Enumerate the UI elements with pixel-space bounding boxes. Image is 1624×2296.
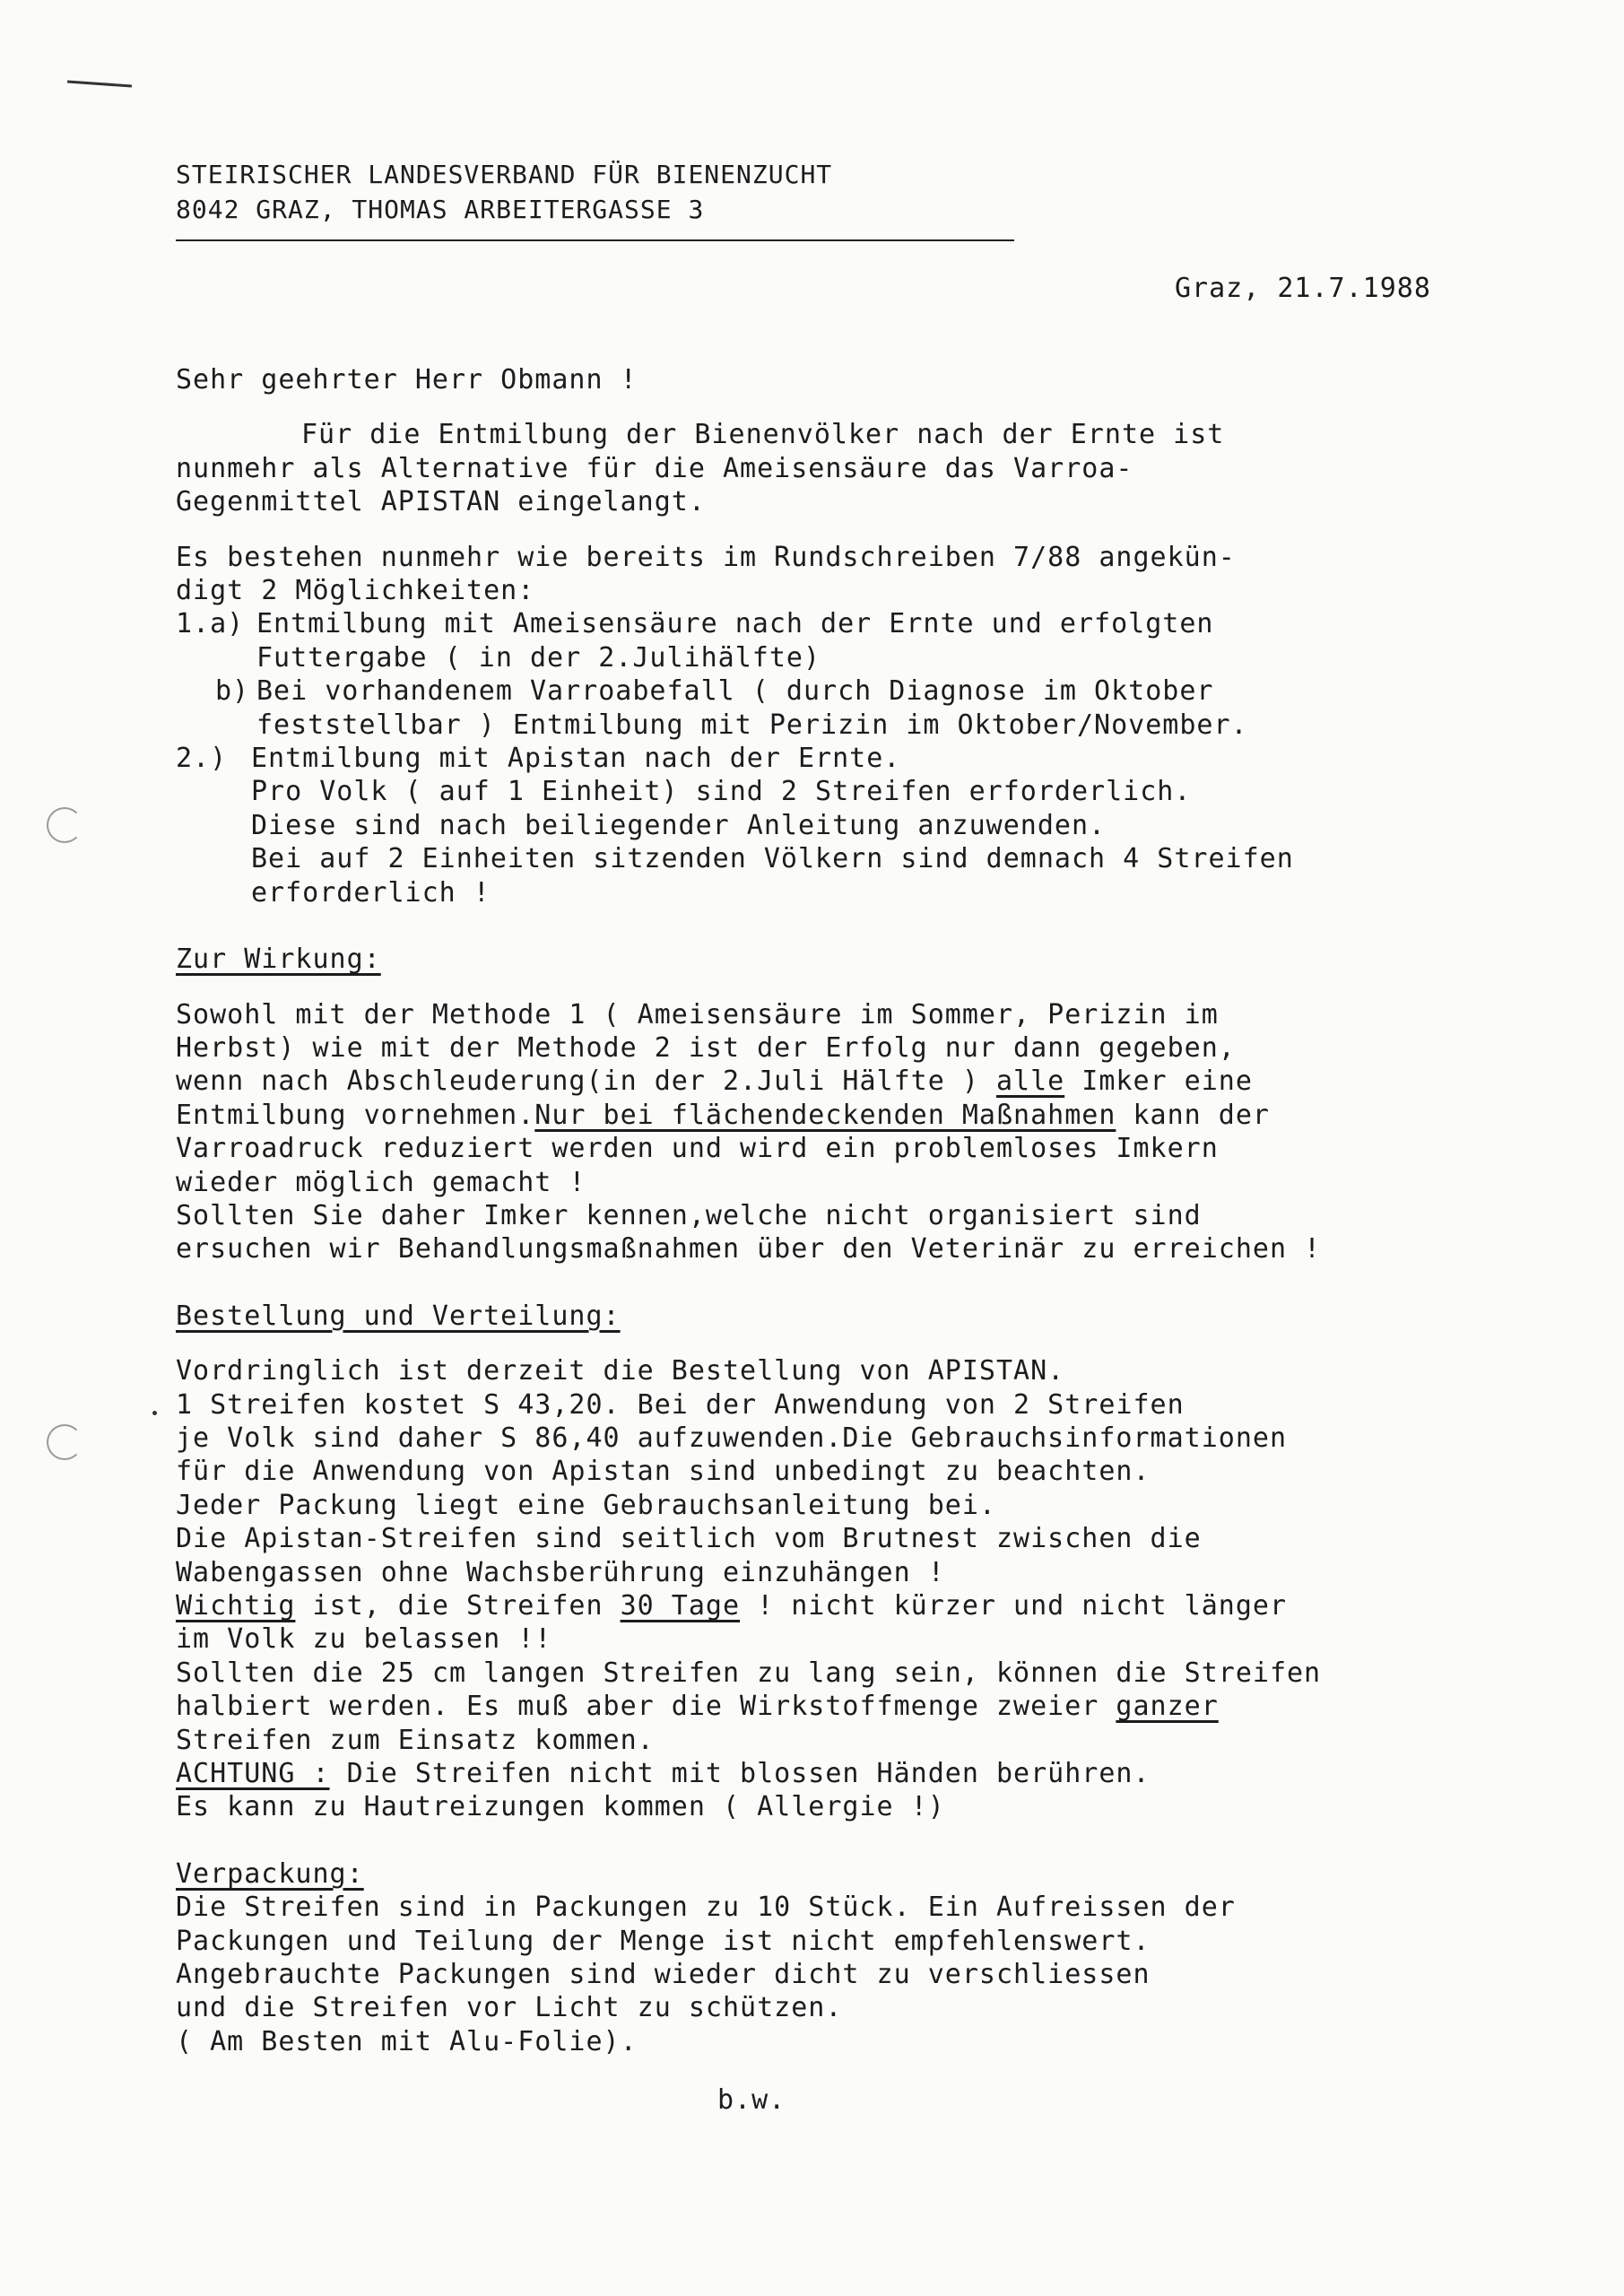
paragraph-line: Streifen zum Einsatz kommen. bbox=[176, 1724, 655, 1756]
underlined-text: ganzer bbox=[1116, 1691, 1219, 1723]
paragraph-line: Angebrauchte Packungen sind wieder dicht zu verschliessen bbox=[176, 1959, 1151, 1991]
paragraph-line: Herbst) wie mit der Methode 2 ist der Erfolg nur dann gegeben, bbox=[176, 1031, 1236, 1064]
paragraph-line: Wichtig ist, die Streifen 30 Tage ! nicht kürzer und nicht länger bbox=[176, 1590, 1288, 1622]
paragraph-line: und die Streifen vor Licht zu schützen. bbox=[176, 1992, 843, 2024]
underlined-text: Nur bei flächendeckenden Maßnahmen bbox=[534, 1099, 1116, 1131]
option-line: Entmilbung mit Apistan nach der Ernte. bbox=[251, 743, 901, 775]
paragraph-line: halbiert werden. Es muß aber die Wirkstoffmenge zweier ganzer bbox=[176, 1691, 1219, 1723]
option-line: Diese sind nach beiliegender Anleitung anzuwenden. bbox=[251, 809, 1107, 841]
options-intro-line: Es bestehen nunmehr wie bereits im Rundschreiben 7/88 angekün- bbox=[176, 541, 1236, 573]
section-heading-bestellung: Bestellung und Verteilung: bbox=[176, 1300, 621, 1332]
paragraph-line: je Volk sind daher S 86,40 aufzuwenden.Die Gebrauchsinformationen bbox=[176, 1422, 1287, 1454]
paragraph-line: wieder möglich gemacht ! bbox=[176, 1166, 586, 1198]
option-number: 1.a) bbox=[176, 608, 245, 640]
intro-line: Für die Entmilbung der Bienenvölker nach der Ernte ist bbox=[301, 419, 1225, 451]
letterhead bbox=[176, 157, 1014, 241]
letterhead-rule bbox=[176, 239, 1014, 241]
paragraph-line: Entmilbung vornehmen.Nur bei flächendeckenden Maßnahmen kann der bbox=[176, 1099, 1270, 1131]
letterhead-address: 8042 GRAZ, THOMAS ARBEITERGASSE 3 bbox=[176, 195, 705, 224]
punch-hole-top bbox=[47, 807, 83, 843]
paragraph-line: ACHTUNG : Die Streifen nicht mit blossen Händen berühren. bbox=[176, 1758, 1151, 1790]
paragraph-line: Sollten Sie daher Imker kennen,welche nicht organisiert sind bbox=[176, 1199, 1202, 1231]
section-heading-wirkung: Zur Wirkung: bbox=[176, 944, 381, 976]
paragraph-line: Sowohl mit der Methode 1 ( Ameisensäure im Sommer, Perizin im bbox=[176, 998, 1219, 1031]
option-line: Futtergabe ( in der 2.Julihälfte) bbox=[256, 641, 821, 674]
intro-line: Gegenmittel APISTAN eingelangt. bbox=[176, 486, 706, 518]
paragraph-line: wenn nach Abschleuderung(in der 2.Juli Hälfte ) alle Imker eine bbox=[176, 1065, 1253, 1098]
paragraph-line: ersuchen wir Behandlungsmaßnahmen über den Veterinär zu erreichen ! bbox=[176, 1233, 1322, 1265]
paragraph-line: im Volk zu belassen !! bbox=[176, 1623, 552, 1656]
paragraph-line: Packungen und Teilung der Menge ist nicht empfehlenswert. bbox=[176, 1925, 1151, 1957]
option-line: Bei auf 2 Einheiten sitzenden Völkern sind demnach 4 Streifen bbox=[251, 843, 1294, 875]
intro-line: nunmehr als Alternative für die Ameisensäure das Varroa- bbox=[176, 452, 1133, 484]
paragraph-line: Die Streifen sind in Packungen zu 10 Stück. Ein Aufreissen der bbox=[176, 1892, 1236, 1924]
underlined-text: Wichtig bbox=[176, 1590, 296, 1622]
punch-hole-bottom bbox=[47, 1424, 83, 1460]
paragraph-line: Jeder Packung liegt eine Gebrauchsanleitung bei. bbox=[176, 1489, 996, 1521]
paragraph-line: 1 Streifen kostet S 43,20. Bei der Anwendung von 2 Streifen bbox=[176, 1388, 1185, 1421]
letter-date: Graz, 21.7.1988 bbox=[1175, 273, 1431, 304]
section-heading-verpackung: Verpackung: bbox=[176, 1857, 364, 1890]
paragraph-line: Wabengassen ohne Wachsberührung einzuhängen ! bbox=[176, 1556, 945, 1588]
option-1a bbox=[176, 607, 1557, 674]
salutation: Sehr geehrter Herr Obmann ! bbox=[176, 364, 638, 396]
letterhead-name: STEIRISCHER LANDESVERBAND FÜR BIENENZUCHT bbox=[176, 160, 833, 189]
options-intro-line: digt 2 Möglichkeiten: bbox=[176, 575, 535, 607]
underlined-text: alle bbox=[995, 1065, 1065, 1098]
option-line: erforderlich ! bbox=[251, 876, 491, 909]
option-line: Pro Volk ( auf 1 Einheit) sind 2 Streifen erforderlich. bbox=[251, 776, 1192, 808]
margin-dash-mark bbox=[67, 80, 132, 87]
paragraph-line: Sollten die 25 cm langen Streifen zu lang sein, können die Streifen bbox=[176, 1657, 1322, 1689]
underlined-text: ACHTUNG : bbox=[176, 1758, 330, 1790]
paragraph-line: für die Anwendung von Apistan sind unbedingt zu beachten. bbox=[176, 1456, 1151, 1488]
footer-bw: b.w. bbox=[717, 2084, 786, 2116]
paragraph-line: Es kann zu Hautreizungen kommen ( Allergie !) bbox=[176, 1791, 945, 1823]
paragraph-line: Die Apistan-Streifen sind seitlich vom Brutnest zwischen die bbox=[176, 1523, 1202, 1555]
underlined-text: 30 Tage bbox=[620, 1590, 741, 1622]
option-2 bbox=[176, 742, 1557, 909]
option-number: b) bbox=[215, 675, 250, 708]
option-line: Entmilbung mit Ameisensäure nach der Ernte und erfolgten bbox=[256, 608, 1214, 640]
paragraph-line: Varroadruck reduziert werden und wird ein problemloses Imkern bbox=[176, 1133, 1219, 1165]
letter-body bbox=[176, 363, 1557, 2058]
option-line: feststellbar ) Entmilbung mit Perizin im Oktober/November. bbox=[256, 709, 1248, 741]
option-line: Bei vorhandenem Varroabefall ( durch Diagnose im Oktober bbox=[256, 675, 1214, 708]
paragraph-line: ( Am Besten mit Alu-Folie). bbox=[176, 2025, 638, 2057]
paragraph-line: Vordringlich ist derzeit die Bestellung von APISTAN. bbox=[176, 1355, 1065, 1387]
option-number: 2.) bbox=[176, 743, 228, 775]
ink-dot-mark bbox=[152, 1411, 157, 1415]
option-1b bbox=[176, 674, 1557, 742]
